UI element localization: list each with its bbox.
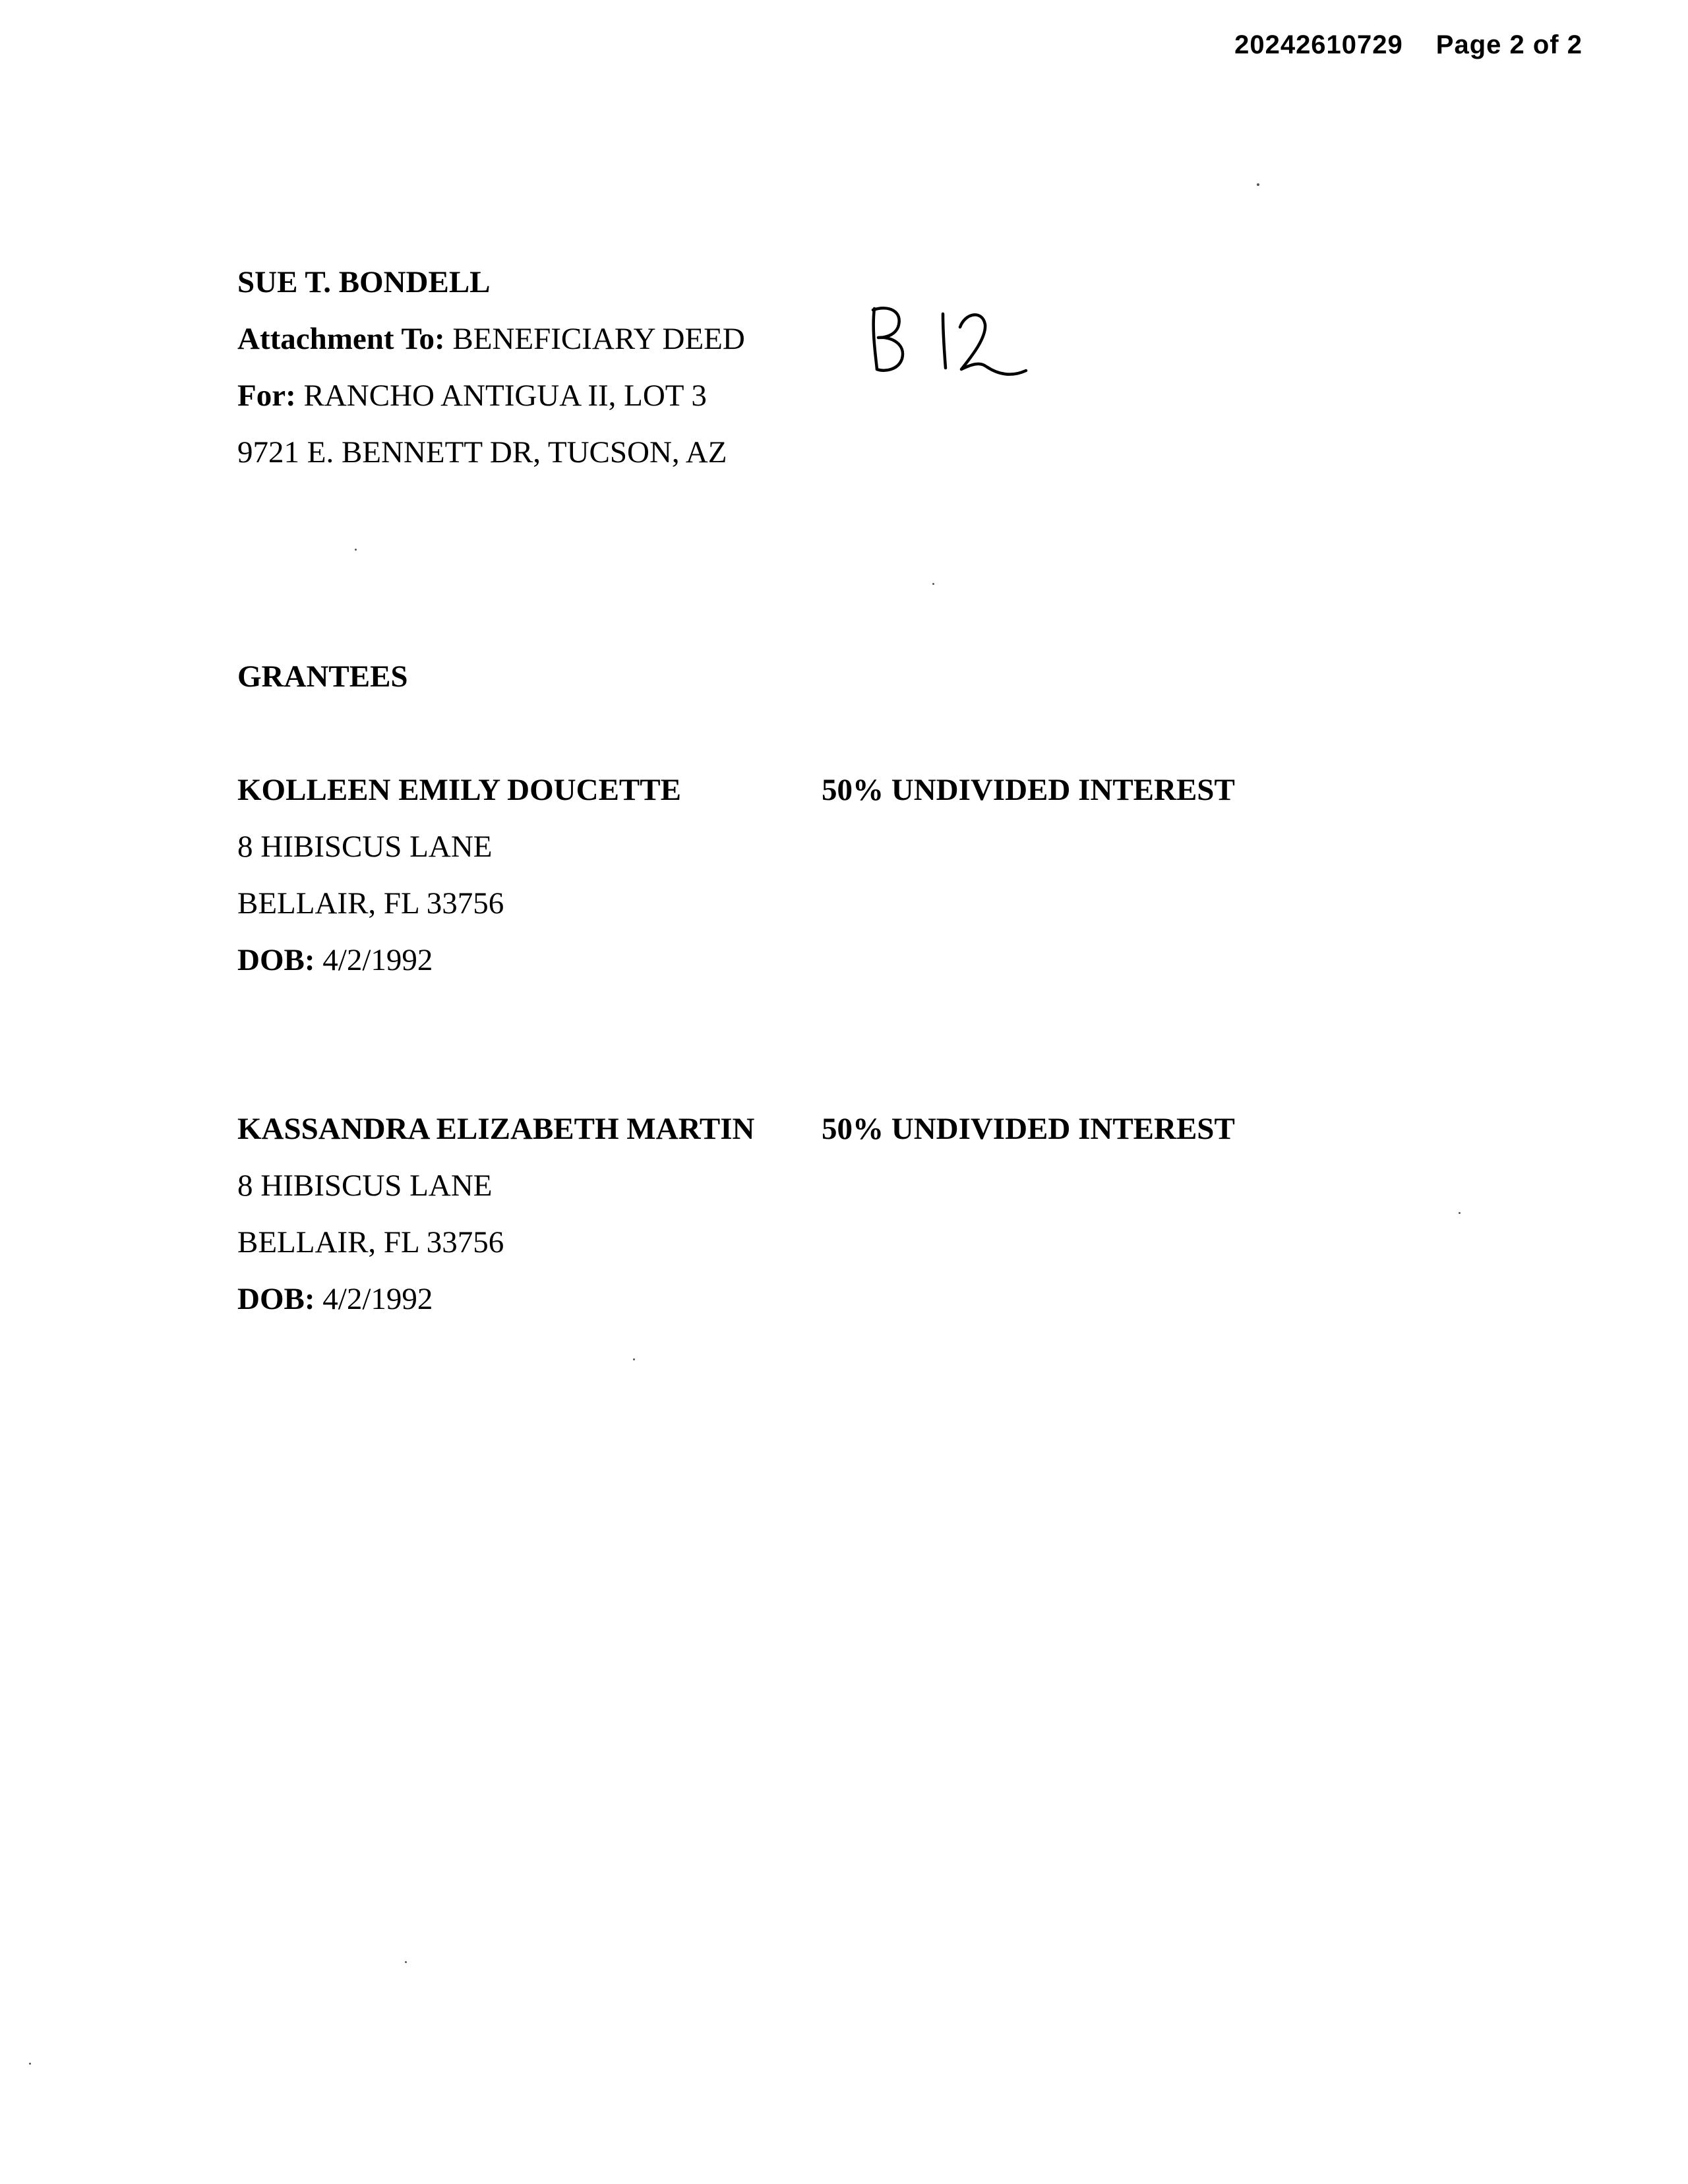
attachment-value: BENEFICIARY DEED <box>452 322 745 356</box>
scan-speck <box>405 1961 407 1963</box>
dob-label: DOB <box>237 1282 305 1316</box>
scan-speck <box>932 583 934 585</box>
grantee-interest: 50% UNDIVIDED INTEREST <box>822 1112 1235 1146</box>
grantee-interest: 50% UNDIVIDED INTEREST <box>822 773 1235 807</box>
page-header <box>1234 30 1582 60</box>
grantee-name: KOLLEEN EMILY DOUCETTE <box>237 773 681 807</box>
grantee-street: 8 HIBISCUS LANE <box>237 1168 493 1203</box>
dob-value: 4/2/1992 <box>322 943 433 977</box>
scan-speck <box>1459 1212 1461 1214</box>
scan-speck <box>1257 183 1259 186</box>
for-line: For: RANCHO ANTIGUA II, LOT 3 <box>237 379 707 413</box>
grantee-name: KASSANDRA ELIZABETH MARTIN <box>237 1112 755 1146</box>
grantee-city-state-zip: BELLAIR, FL 33756 <box>237 886 504 921</box>
grantee-dob-line: DOB: 4/2/1992 <box>237 1282 433 1316</box>
grantee-street: 8 HIBISCUS LANE <box>237 830 493 864</box>
document-number: 20242610729 <box>1234 30 1403 59</box>
property-address: 9721 E. BENNETT DR, TUCSON, AZ <box>237 435 727 470</box>
grantee-city-state-zip: BELLAIR, FL 33756 <box>237 1225 504 1259</box>
handwritten-b12-drawing <box>869 303 1040 389</box>
scan-speck <box>633 1358 635 1360</box>
dob-value: 4/2/1992 <box>322 1282 433 1316</box>
for-label: For <box>237 379 286 413</box>
scan-speck <box>355 549 357 551</box>
grantor-name: SUE T. BONDELL <box>237 265 491 299</box>
handwritten-note <box>869 303 1040 389</box>
attachment-label: Attachment To <box>237 322 435 356</box>
dob-label: DOB <box>237 943 305 977</box>
grantee-dob-line: DOB: 4/2/1992 <box>237 943 433 977</box>
for-value: RANCHO ANTIGUA II, LOT 3 <box>303 379 707 413</box>
page-number: Page 2 of 2 <box>1435 30 1582 59</box>
grantees-heading: GRANTEES <box>237 659 408 694</box>
scan-speck <box>29 2063 31 2065</box>
attachment-line: Attachment To: BENEFICIARY DEED <box>237 322 745 356</box>
